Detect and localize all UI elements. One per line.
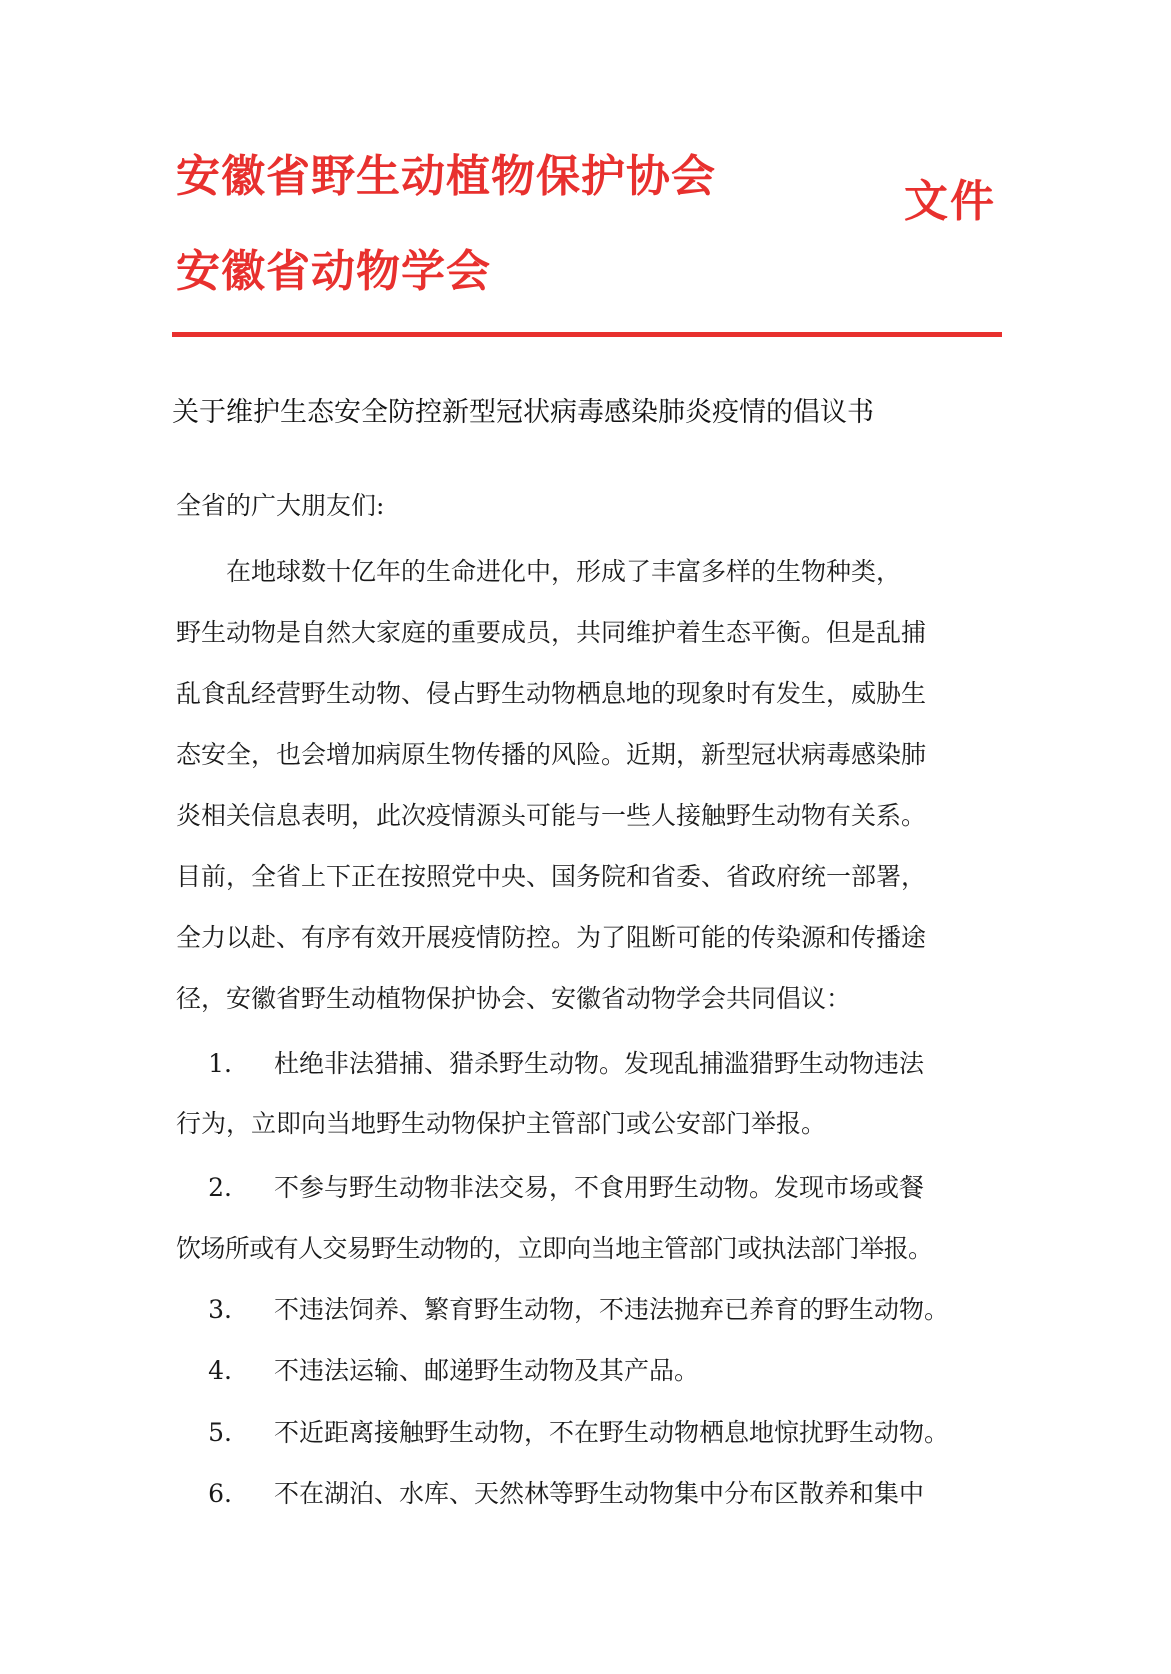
paragraph-line: 径，安徽省野生动植物保护协会、安徽省动物学会共同倡议： xyxy=(176,984,852,1013)
header-red-divider xyxy=(172,332,1002,337)
list-item xyxy=(176,1351,1016,1391)
list-item-number: 5. xyxy=(208,1418,232,1447)
paragraph-line: 炎相关信息表明，此次疫情源头可能与一些人接触野生动物有关系。 xyxy=(176,801,927,830)
list-item-number: 3. xyxy=(208,1295,232,1324)
list-item-text: 不参与野生动物非法交易，不食用野生动物。发现市场或餐 xyxy=(274,1173,925,1202)
org-name-wildlife-association: 安徽省野生动植物保护协会 xyxy=(176,151,716,202)
document-title: 关于维护生态安全防控新型冠状病毒感染肺炎疫情的倡议书 xyxy=(172,397,874,428)
list-item-text: 不近距离接触野生动物，不在野生动物栖息地惊扰野生动物。 xyxy=(274,1418,950,1447)
list-item-number: 6. xyxy=(208,1479,232,1508)
list-item-number: 2. xyxy=(208,1173,232,1202)
list-item-continuation: 饮场所或有人交易野生动物的，立即向当地主管部门或执法部门举报。 xyxy=(176,1234,933,1263)
list-item-text: 不在湖泊、水库、天然林等野生动物集中分布区散养和集中 xyxy=(274,1479,925,1508)
org-name-zoological-society: 安徽省动物学会 xyxy=(176,246,491,297)
list-item xyxy=(176,1168,1016,1208)
list-item-text: 不违法饲养、繁育野生动物，不违法抛弃已养育的野生动物。 xyxy=(274,1295,950,1324)
list-item xyxy=(176,1290,1016,1330)
list-item-continuation: 行为，立即向当地野生动物保护主管部门或公安部门举报。 xyxy=(176,1109,827,1138)
list-item xyxy=(176,1474,1016,1514)
document-type-label: 文件 xyxy=(904,176,996,227)
paragraph-line: 乱食乱经营野生动物、侵占野生动物栖息地的现象时有发生，威胁生 xyxy=(176,679,927,708)
paragraph-line: 全力以赴、有序有效开展疫情防控。为了阻断可能的传染源和传播途 xyxy=(176,923,927,952)
list-item xyxy=(176,1413,1016,1453)
salutation: 全省的广大朋友们: xyxy=(176,491,385,520)
list-item-text: 杜绝非法猎捕、猎杀野生动物。发现乱捕滥猎野生动物违法 xyxy=(274,1049,925,1078)
list-item-number: 4. xyxy=(208,1356,232,1385)
list-item-number: 1. xyxy=(208,1049,232,1078)
paragraph-line: 目前，全省上下正在按照党中央、国务院和省委、省政府统一部署， xyxy=(176,862,927,891)
list-item-text: 不违法运输、邮递野生动物及其产品。 xyxy=(274,1356,700,1385)
paragraph-line: 野生动物是自然大家庭的重要成员，共同维护着生态平衡。但是乱捕 xyxy=(176,618,927,647)
paragraph-line: 态安全，也会增加病原生物传播的风险。近期，新型冠状病毒感染肺 xyxy=(176,740,927,769)
paragraph-line: 在地球数十亿年的生命进化中，形成了丰富多样的生物种类， xyxy=(176,557,902,586)
list-item xyxy=(176,1044,1016,1084)
